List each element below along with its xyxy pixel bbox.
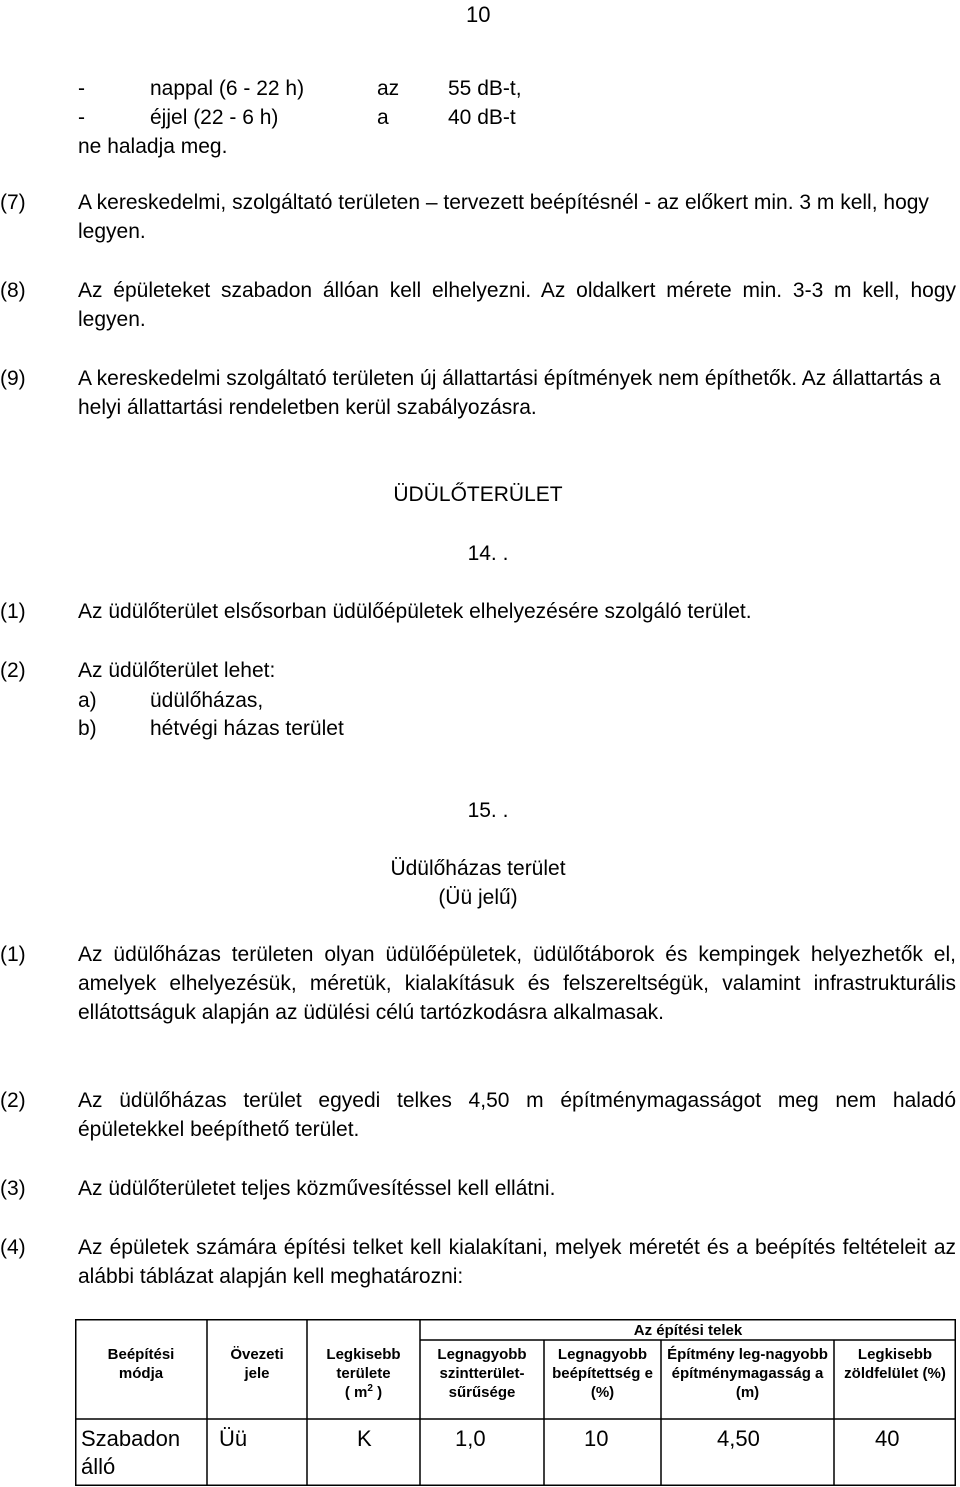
table-cell-zone: Üü — [219, 1426, 248, 1451]
list-item-text-b: hétvégi házas terület — [150, 717, 344, 740]
paragraph-text: A kereskedelmi szolgáltató területen új állattartási építmények nem építhetők. Az állattartás a helyi állattartási rendeletben kerül szabályozásra. — [78, 367, 941, 419]
list-item-text-a: üdülőházas, — [150, 689, 264, 712]
table-header-mode: Beépítési módja — [107, 1346, 175, 1382]
table-header-density: Legnagyobb szintterület-sűrűsége — [437, 1346, 527, 1401]
table-cell-area: K — [357, 1426, 372, 1451]
page-number: 10 — [466, 2, 491, 27]
paragraph-text: Az üdülőterület elsősorban üdülőépületek elhelyezésére szolgáló terület. — [78, 600, 752, 623]
paragraph-text: Az épületek számára építési telket kell kialakítani, melyek méretét és a beépítés feltételeit az alábbi táblázat alapján kell meghatározni: — [78, 1236, 956, 1288]
paragraph-number: (2) — [0, 659, 26, 682]
noise-limit-day-value: 55 dB-t, — [448, 77, 522, 100]
section-15-subtitle: (Üü jelű) — [438, 886, 518, 909]
list-item-label-b: b) — [78, 717, 97, 740]
paragraph-text: Az üdülőterületet teljes közművesítéssel kell ellátni. — [78, 1177, 556, 1200]
noise-limit-day-dash: - — [78, 77, 85, 100]
table-header-green: Legkisebb zöldfelület (%) — [844, 1346, 946, 1382]
paragraph-number: (7) — [0, 191, 26, 214]
table-header-area-unit: ( $m^2$ ) — [344, 1383, 383, 1401]
noise-limit-night-period: éjjel (22 - 6 h) — [150, 106, 279, 129]
noise-limit-night-article: a — [377, 106, 389, 129]
table-cell-height: 4,50 — [717, 1426, 760, 1451]
section-title: ÜDÜLŐTERÜLET — [393, 483, 563, 506]
table-header-zone: Övezeti jele — [230, 1346, 284, 1382]
paragraph-text: Az üdülőterület lehet: — [78, 659, 276, 682]
paragraph-number: (4) — [0, 1236, 26, 1259]
paragraph-number: (1) — [0, 600, 26, 623]
section-14-number: 14. . — [467, 542, 509, 565]
table-cell-coverage: 10 — [584, 1426, 609, 1451]
section-15-number: 15. . — [467, 799, 509, 822]
noise-limit-night-dash: - — [78, 106, 85, 129]
noise-limit-day-period: nappal (6 - 22 h) — [150, 77, 305, 100]
table-cell-mode: Szabadon álló — [81, 1426, 181, 1479]
table-cell-density: 1,0 — [455, 1426, 486, 1451]
paragraph-number: (3) — [0, 1177, 26, 1200]
paragraph-number: (8) — [0, 279, 26, 302]
noise-limit-night-value: 40 dB-t — [448, 106, 516, 129]
list-item-label-a: a) — [78, 689, 97, 712]
noise-limit-tail: ne haladja meg. — [78, 135, 228, 158]
paragraph-text: Az üdülőházas területen olyan üdülőépületek, üdülőtáborok és kempingek helyezhetők el, amelyek elhelyezésük, méretük, kialakításuk és felszereltségük, valamint infrastrukturális ellátottságuk alapján az üdülési célú tartózkodásra alkalmasak. — [78, 943, 956, 1024]
table-header-area-label: Legkisebb területe — [326, 1346, 401, 1382]
table-header-coverage: Legnagyobb beépítettség e (%) — [552, 1346, 653, 1401]
table-header-area — [307, 1345, 420, 1402]
paragraph-text: Az üdülőházas terület egyedi telkes 4,50 m építménymagasságot meg nem haladó épületekkel beépíthető terület. — [78, 1089, 956, 1141]
noise-limit-day-article: az — [377, 77, 400, 100]
table-cell-green: 40 — [875, 1426, 900, 1451]
paragraph-text: A kereskedelmi, szolgáltató területen – tervezett beépítésnél - az előkert min. 3 m kell, hogy legyen. — [78, 191, 929, 243]
paragraph-number: (9) — [0, 367, 26, 390]
building-parameters-table — [75, 1319, 956, 1486]
table-group-header: Az építési telek — [633, 1322, 743, 1339]
paragraph-text: Az épületeket szabadon állóan kell elhelyezni. Az oldalkert mérete min. 3-3 m kell, hogy legyen. — [78, 279, 956, 331]
table-header-height: Építmény leg-nagyobb építménymagasság a (m) — [667, 1346, 828, 1401]
section-15-title: Üdülőházas terület — [390, 857, 566, 880]
paragraph-number: (2) — [0, 1089, 26, 1112]
paragraph-number: (1) — [0, 943, 26, 966]
